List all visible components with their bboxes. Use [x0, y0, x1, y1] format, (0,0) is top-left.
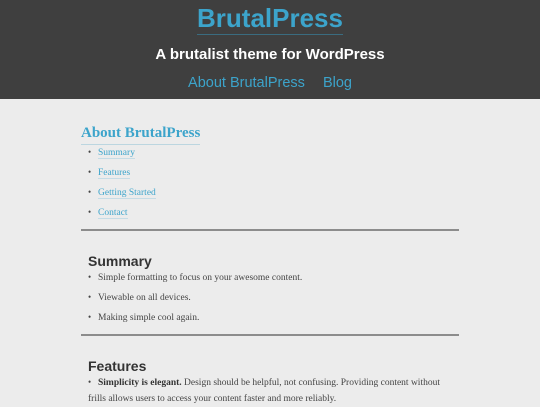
feature-lead: Simplicity is elegant. [98, 378, 182, 388]
bullet-icon: • [88, 377, 92, 387]
summary-heading: Summary [88, 252, 152, 269]
section-divider [81, 334, 459, 336]
feature-text: Design should be helpful, not confusing. Providing content without frills allows users to access your content faster and more reliably. [88, 378, 440, 404]
site-title-link[interactable] [0, 2, 540, 34]
nav-item-about[interactable]: About BrutalPress [188, 75, 305, 91]
features-heading: Features [88, 357, 147, 374]
summary-item-text: Simple formatting to focus on your awesome content. [98, 273, 303, 283]
toc-item-features [88, 164, 130, 181]
bullet-icon: • [88, 207, 92, 217]
section-divider [81, 229, 459, 231]
bullet-icon: • [88, 167, 92, 177]
site-tagline: A brutalist theme for WordPress [155, 46, 385, 63]
toc-item-contact [88, 204, 128, 221]
toc-link-contact[interactable]: Contact [98, 208, 128, 218]
summary-item-text: Making simple cool again. [98, 313, 200, 323]
nav-item-blog[interactable]: Blog [322, 75, 352, 91]
toc-link-features[interactable]: Features [98, 168, 131, 178]
bullet-icon: • [88, 312, 92, 322]
bullet-icon: • [88, 292, 92, 302]
bullet-icon: • [88, 147, 92, 157]
toc-item-summary [88, 144, 135, 161]
toc-link-getting-started[interactable]: Getting Started [98, 188, 156, 198]
feature-item [88, 374, 460, 407]
page-title: About BrutalPress [81, 123, 200, 145]
toc-item-getting-started [88, 184, 156, 201]
bullet-icon: • [88, 187, 92, 197]
bullet-icon: • [88, 272, 92, 282]
site-title: BrutalPress [197, 3, 343, 33]
site-header [0, 0, 540, 99]
summary-item [88, 309, 199, 326]
main-nav [0, 73, 540, 93]
summary-item [88, 269, 302, 286]
toc-link-summary[interactable]: Summary [98, 148, 135, 158]
summary-item-text: Viewable on all devices. [98, 293, 191, 303]
summary-item [88, 289, 191, 306]
